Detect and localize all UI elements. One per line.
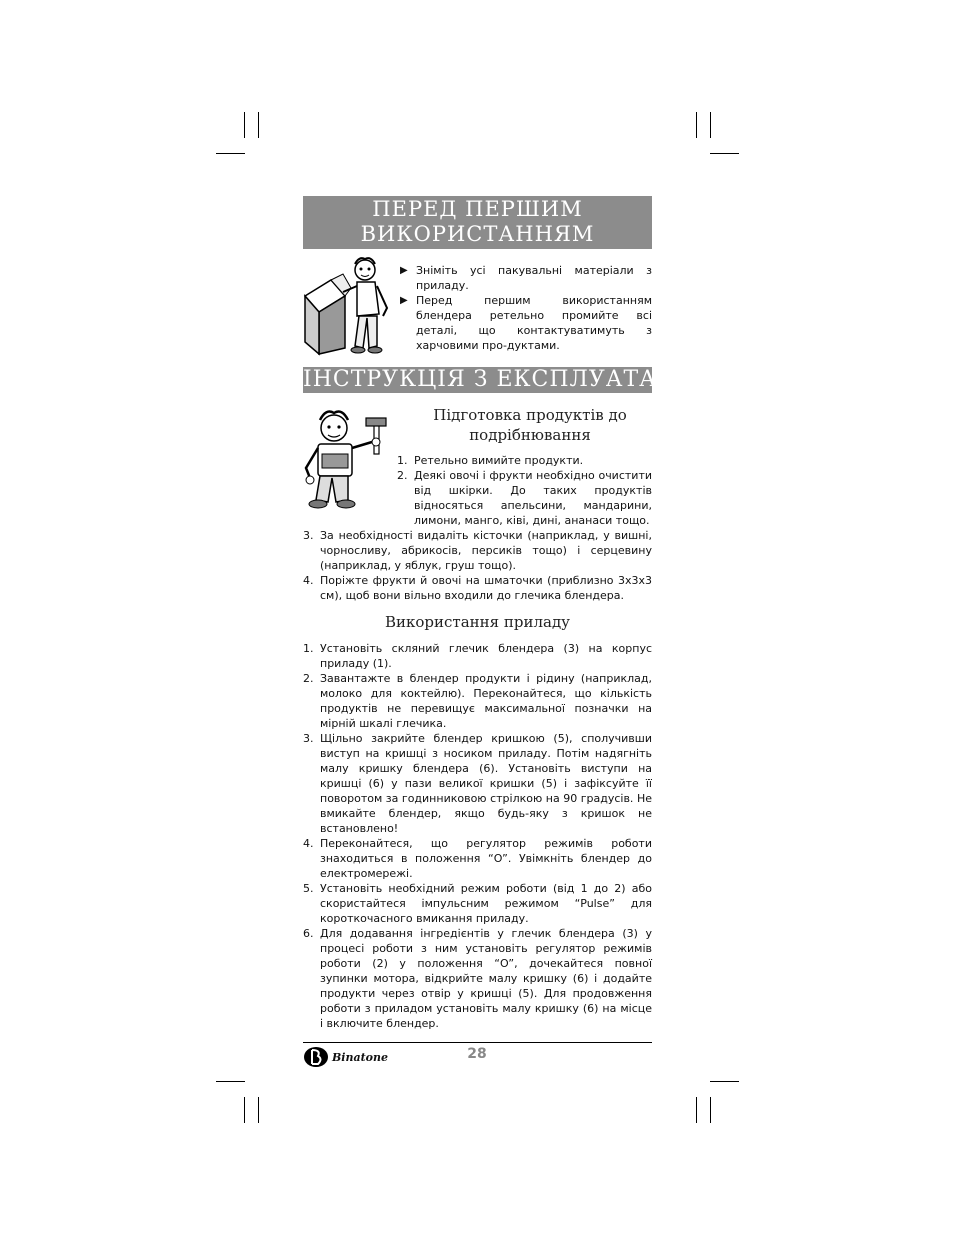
list-item: 4. Поріжте фрукти й овочі на шматочки (приблизно 3х3х3 см), щоб вони вільно входили до глечика блендера. <box>303 574 652 602</box>
crop-mark <box>696 112 697 138</box>
man-with-box-illustration <box>303 256 395 356</box>
list-item: 1. Ретельно вимийте продукти. <box>397 454 584 467</box>
crop-mark <box>258 112 259 138</box>
crop-mark <box>710 112 711 138</box>
crop-mark <box>216 1081 245 1082</box>
footer-divider <box>303 1042 652 1043</box>
crop-mark <box>244 112 245 138</box>
usage-heading: Використання приладу <box>384 613 571 631</box>
page-number: 28 <box>467 1046 487 1062</box>
crop-mark <box>258 1097 259 1123</box>
prep-list-bottom <box>303 528 652 603</box>
crop-mark <box>710 1081 739 1082</box>
list-item: 4. Переконайтеся, що регулятор режимів роботи знаходиться в положення “O”. Увімкніть блендер до електромережі. <box>303 837 652 880</box>
crop-mark <box>244 1097 245 1123</box>
crop-mark <box>216 153 245 154</box>
list-item: 3. Щільно закрийте блендер кришкою (5), сполучивши виступ на кришці з носиком приладу. Потім надягніть малу кришку блендера (6). Установіть виступи на кришці (6) у пази великої кришки (5) і зафіксуйте її поворотом за годинниковою стрілкою на 90 градусів. Не вмикайте блендер, якщо будь-яку з кришок не встановлено! <box>303 732 652 835</box>
list-item: 2. Деякі овочі і фрукти необхідно очистити від шкірки. До таких продуктів відносяться апельсини, мандарини, лимони, манго, ківі, дині, ананаси тощо. <box>397 469 652 527</box>
list-item: 2. Завантажте в блендер продукти і рідину (наприклад, молоко для коктейлю). Переконайтеся, що кількість продуктів не перевищує максимальної позначки на мірній шкалі глечика. <box>303 672 652 730</box>
brand-logo <box>303 1046 388 1068</box>
man-with-hammer-illustration <box>300 408 392 512</box>
section-banner-instructions: ІНСТРУКЦІЯ З ЕКСПЛУАТАЦІЇ <box>303 367 697 392</box>
list-item: 1. Установіть скляний глечик блендера (3) на корпус приладу (1). <box>303 642 652 670</box>
binatone-logo-icon <box>303 1046 329 1068</box>
bullet-triangle-icon: ▶ <box>400 265 408 276</box>
bullet-item: ▶ Зніміть усі пакувальні матеріали з приладу. <box>400 264 652 292</box>
bullet-triangle-icon: ▶ <box>400 295 408 306</box>
list-item: 3. За необхідності видаліть кісточки (наприклад, у вишні, чорносливу, абрикосів, персиків тощо) і серцевину (наприклад, у яблук, груш тощо). <box>303 529 652 572</box>
crop-mark <box>710 1097 711 1123</box>
list-item: 6. Для додавання інгредієнтів у глечик блендера (3) у процесі роботи з ним установіть регулятор режимів роботи (2) у положення “O”, дочекайтеся повної зупинки мотора, відкрийте малу кришку (6) і додайте продукти через отвір у кришці (5). Для продовження роботи з приладом установіть малу кришку (6) на місце і включите блендер. <box>303 927 652 1030</box>
prep-list-top <box>397 453 652 528</box>
brand-logo-text: Binatone <box>332 1050 389 1064</box>
section-banner-before-first-use: ПЕРЕД ПЕРШИМ ВИКОРИСТАННЯМ <box>303 196 652 249</box>
crop-mark <box>710 153 739 154</box>
list-item: 5. Установіть необхідний режим роботи (від 1 до 2) або скористайтеся імпульсним режимом “Pulse” для короткочасного вмикання приладу. <box>303 882 652 925</box>
crop-mark <box>696 1097 697 1123</box>
usage-list <box>303 641 652 1031</box>
bullet-item: ▶ Перед першим використанням блендера ретельно промийте всі деталі, що контактуватимуть з харчовими про-дуктами. <box>400 294 652 352</box>
prep-heading: Підготовка продуктів до подрібнювання <box>433 406 627 444</box>
before-use-bullets <box>400 263 652 353</box>
